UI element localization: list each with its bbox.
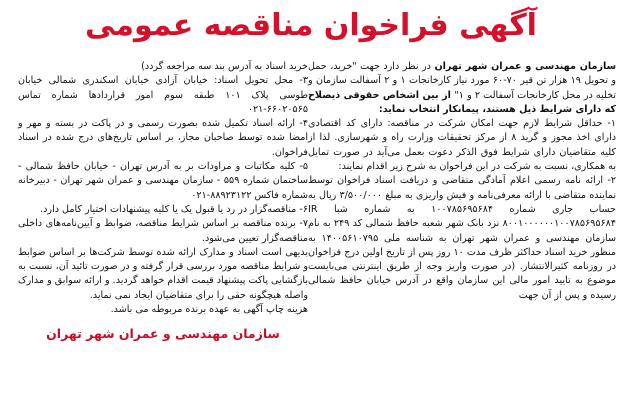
item-7: ۷- برنده مناقصه بر اساس شرایط مناقصه، ضوابط و آیین‌نامه‌های داخلی مناقصه‌گزار تعیین می‌شود.	[18, 218, 308, 244]
ad-title: آگهی فراخوان مناقصه عمومی	[85, 8, 537, 43]
item-2-continued: خرید اسناد به آدرس بند سه مراجعه گردد)	[141, 61, 308, 72]
item-6: ۶- مناقصه‌گزار در رد یا قبول یک یا کلیه پیشنهادات اختیار کامل دارد.	[40, 203, 308, 215]
item-2: ۲- ارائه نامه رسمی اعلام آمادگی متقاضی و دریافت اسناد فراخوان توسط نماینده متقاضی با ارائه معرفی‌نامه و فیش واریزی به مبلغ ۳/۵۰۰/۰۰۰ ریال به حساب جاری شماره ۱۰۰۷۸۵۶۹۵۶۸۴ به شماره شبا IR ۸۰۰۱۰۰۰۰۰۰۱۰۰۷۸۵۶۹۵۶۸۴ نزد بانک شهر شعبه حافظ شمالی کد ۲۴۹ به نام سازمان مهندسی و عمران شهر تهران به شناسه ملی ۱۴۰۰۵۶۱۰۷۹۵ به منظور خرید اسناد حداکثر ظرف مدت ۱۰ روز پس از تاریخ اولین درج فراخوان در روزنامه کثیرالانتشار. (در صورت واریز وجه از طریق اینترنتی می‌بایست موضوع به تایید امور مالی این سازمان واقع در آدرس خیابان حافظ شمالی رسیده و پس از آن جهت	[308, 175, 616, 301]
intro-org: سازمان مهندسی و عمران شهر تهران	[434, 61, 616, 72]
item-4: ۴- ارائه اسناد تکمیل شده بصورت رسمی و در پاکت در بسته و مهر و امضا شده توسط صاحبان مجاز، بر اساس تاریخ‌های درج شده در اسناد فراخوان.	[18, 118, 308, 158]
item-3: ۳- محل تحویل اسناد: خیابان آزادی خیابان اسکندری شمالی خیابان طوسی پلاک ۱۰۱ طبقه سوم امور قراردادها شماره تماس ۶۶۰۲۰۵۶۵-۰۲۱	[18, 75, 308, 115]
left-column	[18, 60, 308, 342]
intro-text: در نظر دارد جهت "خرید، حمل و تحویل ۱۹ هزار تن قیر ۷۰-۶۰ مورد نیاز کارخانجات ۱ و ۲ آسفالت سازمان و تخلیه در محل کارخانجات آسفالت ۲ و ۱"	[308, 61, 617, 101]
item-1: ۱- حداقل شرایط لازم جهت امکان شرکت در مناقصه: دارای کد اقتصادی دارای اخذ مجوز و گرید ۸ از مرکز تحقیقات وزارت راه و شهرسازی. لذا از کلیه متقاضیان دارای شرایط فوق الذکر دعوت بعمل می‌آید در صورت تمایل به همکاری، نسبت به شرکت در این فراخوان به شرح زیر اقدام نمایند:	[308, 118, 617, 173]
right-column	[308, 60, 616, 303]
signature: سازمان مهندسی و عمران شهر تهران	[46, 326, 280, 342]
intro-bold: از بین اشخاص حقوقی ذیصلاح که دارای شرایط ذیل هستند، پیمانکار انتخاب نماید:	[308, 89, 616, 115]
item-5: ۵- کلیه مکاتبات و مراودات بر به آدرس تهران - خیابان حافظ شمالی - ساختمان شماره ۵۵۹ - سازمان مهندسی و عمران شهر تهران - دبیرخانه شماره فاکس ۸۸۹۲۳۱۲۲-۰۲۱	[18, 161, 308, 201]
intro-paragraph	[308, 60, 616, 117]
note-paragraph: بدیهی است اسناد و مدارک ارائه شده توسط شرکت‌ها بر اساس ضوابط و شرایط مناقصه مورد بررسی قرار گرفته و در صورت تائید آن، نسبت به بازگشایی پاکت پیشنهاد قیمت اقدام خواهد گردید. و ارائه سوابق و مدارک واصله هیچگونه حقی را برای متقاضیان ایجاد نمی نماید.	[17, 246, 308, 301]
cost-note: هزینه چاپ آگهی به عهده برنده مربوطه می باشد.	[110, 304, 308, 316]
